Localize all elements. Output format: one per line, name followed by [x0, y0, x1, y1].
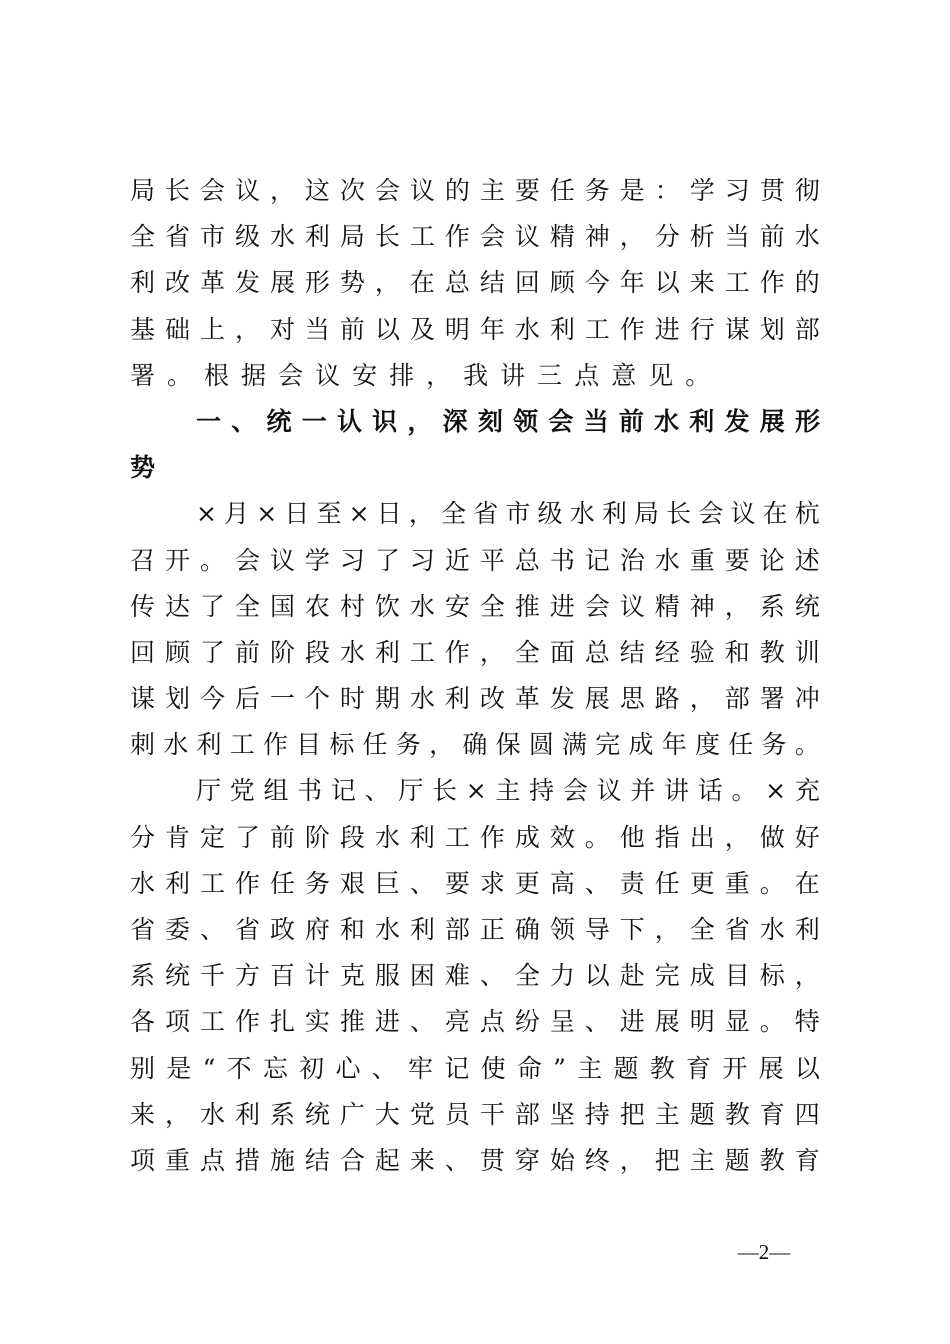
paragraph-line: 各 项 工 作 扎 实 推 进 、 亮 点 纷 呈 、 进 展 明 显 。 特 — [130, 1007, 820, 1037]
paragraph-line: 别 是 “ 不 忘 初 心 、 牢 记 使 命 ” 主 题 教 育 开 展 以 — [130, 1053, 820, 1083]
paragraph-line: 分 肯 定 了 前 阶 段 水 利 工 作 成 效 。 他 指 出 ， 做 好 — [130, 822, 820, 852]
paragraph-line: 全 省 市 级 水 利 局 长 工 作 会 议 精 神 ， 分 析 当 前 水 — [130, 222, 820, 252]
paragraph-line: 利 改 革 发 展 形 势 ， 在 总 结 回 顾 今 年 以 来 工 作 的 — [130, 268, 820, 298]
paragraph-line: 水 利 工 作 任 务 艰 巨 、 要 求 更 高 、 责 任 更 重 。 在 — [130, 868, 820, 898]
paragraph-line: 局 长 会 议 ， 这 次 会 议 的 主 要 任 务 是 ： 学 习 贯 彻 — [130, 176, 820, 205]
paragraph-line: 回 顾 了 前 阶 段 水 利 工 作 ， 全 面 总 结 经 验 和 教 训 — [130, 637, 820, 667]
paragraph-line: 来 ， 水 利 系 统 广 大 党 员 干 部 坚 持 把 主 题 教 育 四 — [130, 1099, 820, 1129]
paragraph-line: × 月 × 日 至 × 日 ， 全 省 市 级 水 利 局 长 会 议 在 杭 — [196, 499, 820, 529]
paragraph-line: 系 统 千 方 百 计 克 服 困 难 、 全 力 以 赴 完 成 目 标 ， — [130, 961, 820, 991]
paragraph-line: 基 础 上 ， 对 当 前 以 及 明 年 水 利 工 作 进 行 谋 划 部 — [130, 314, 820, 344]
section-heading-line: 一 、 统 一 认 识 ， 深 刻 领 会 当 前 水 利 发 展 形 — [196, 406, 820, 436]
paragraph-line: 谋 划 今 后 一 个 时 期 水 利 改 革 发 展 思 路 ， 部 署 冲 — [130, 684, 820, 714]
document-body — [130, 168, 820, 1184]
page-number: —2— — [737, 1240, 791, 1264]
paragraph-line: 署 。 根 据 会 议 安 排 ， 我 讲 三 点 意 见 。 — [130, 360, 711, 390]
paragraph-line: 召 开 。 会 议 学 习 了 习 近 平 总 书 记 治 水 重 要 论 述 — [130, 545, 820, 575]
paragraph-line: 刺 水 利 工 作 目 标 任 务 ， 确 保 圆 满 完 成 年 度 任 务 。 — [130, 730, 820, 760]
paragraph-line: 省 委 、 省 政 府 和 水 利 部 正 确 领 导 下 ， 全 省 水 利 — [130, 915, 820, 944]
paragraph-line: 项 重 点 措 施 结 合 起 来 、 贯 穿 始 终 ， 把 主 题 教 育 — [130, 1145, 820, 1175]
section-heading-line: 势 — [130, 453, 156, 483]
paragraph-line: 厅 党 组 书 记 、 厅 长 × 主 持 会 议 并 讲 话 。 × 充 — [196, 776, 820, 806]
paragraph-line: 传 达 了 全 国 农 村 饮 水 安 全 推 进 会 议 精 神 ， 系 统 — [130, 591, 820, 621]
